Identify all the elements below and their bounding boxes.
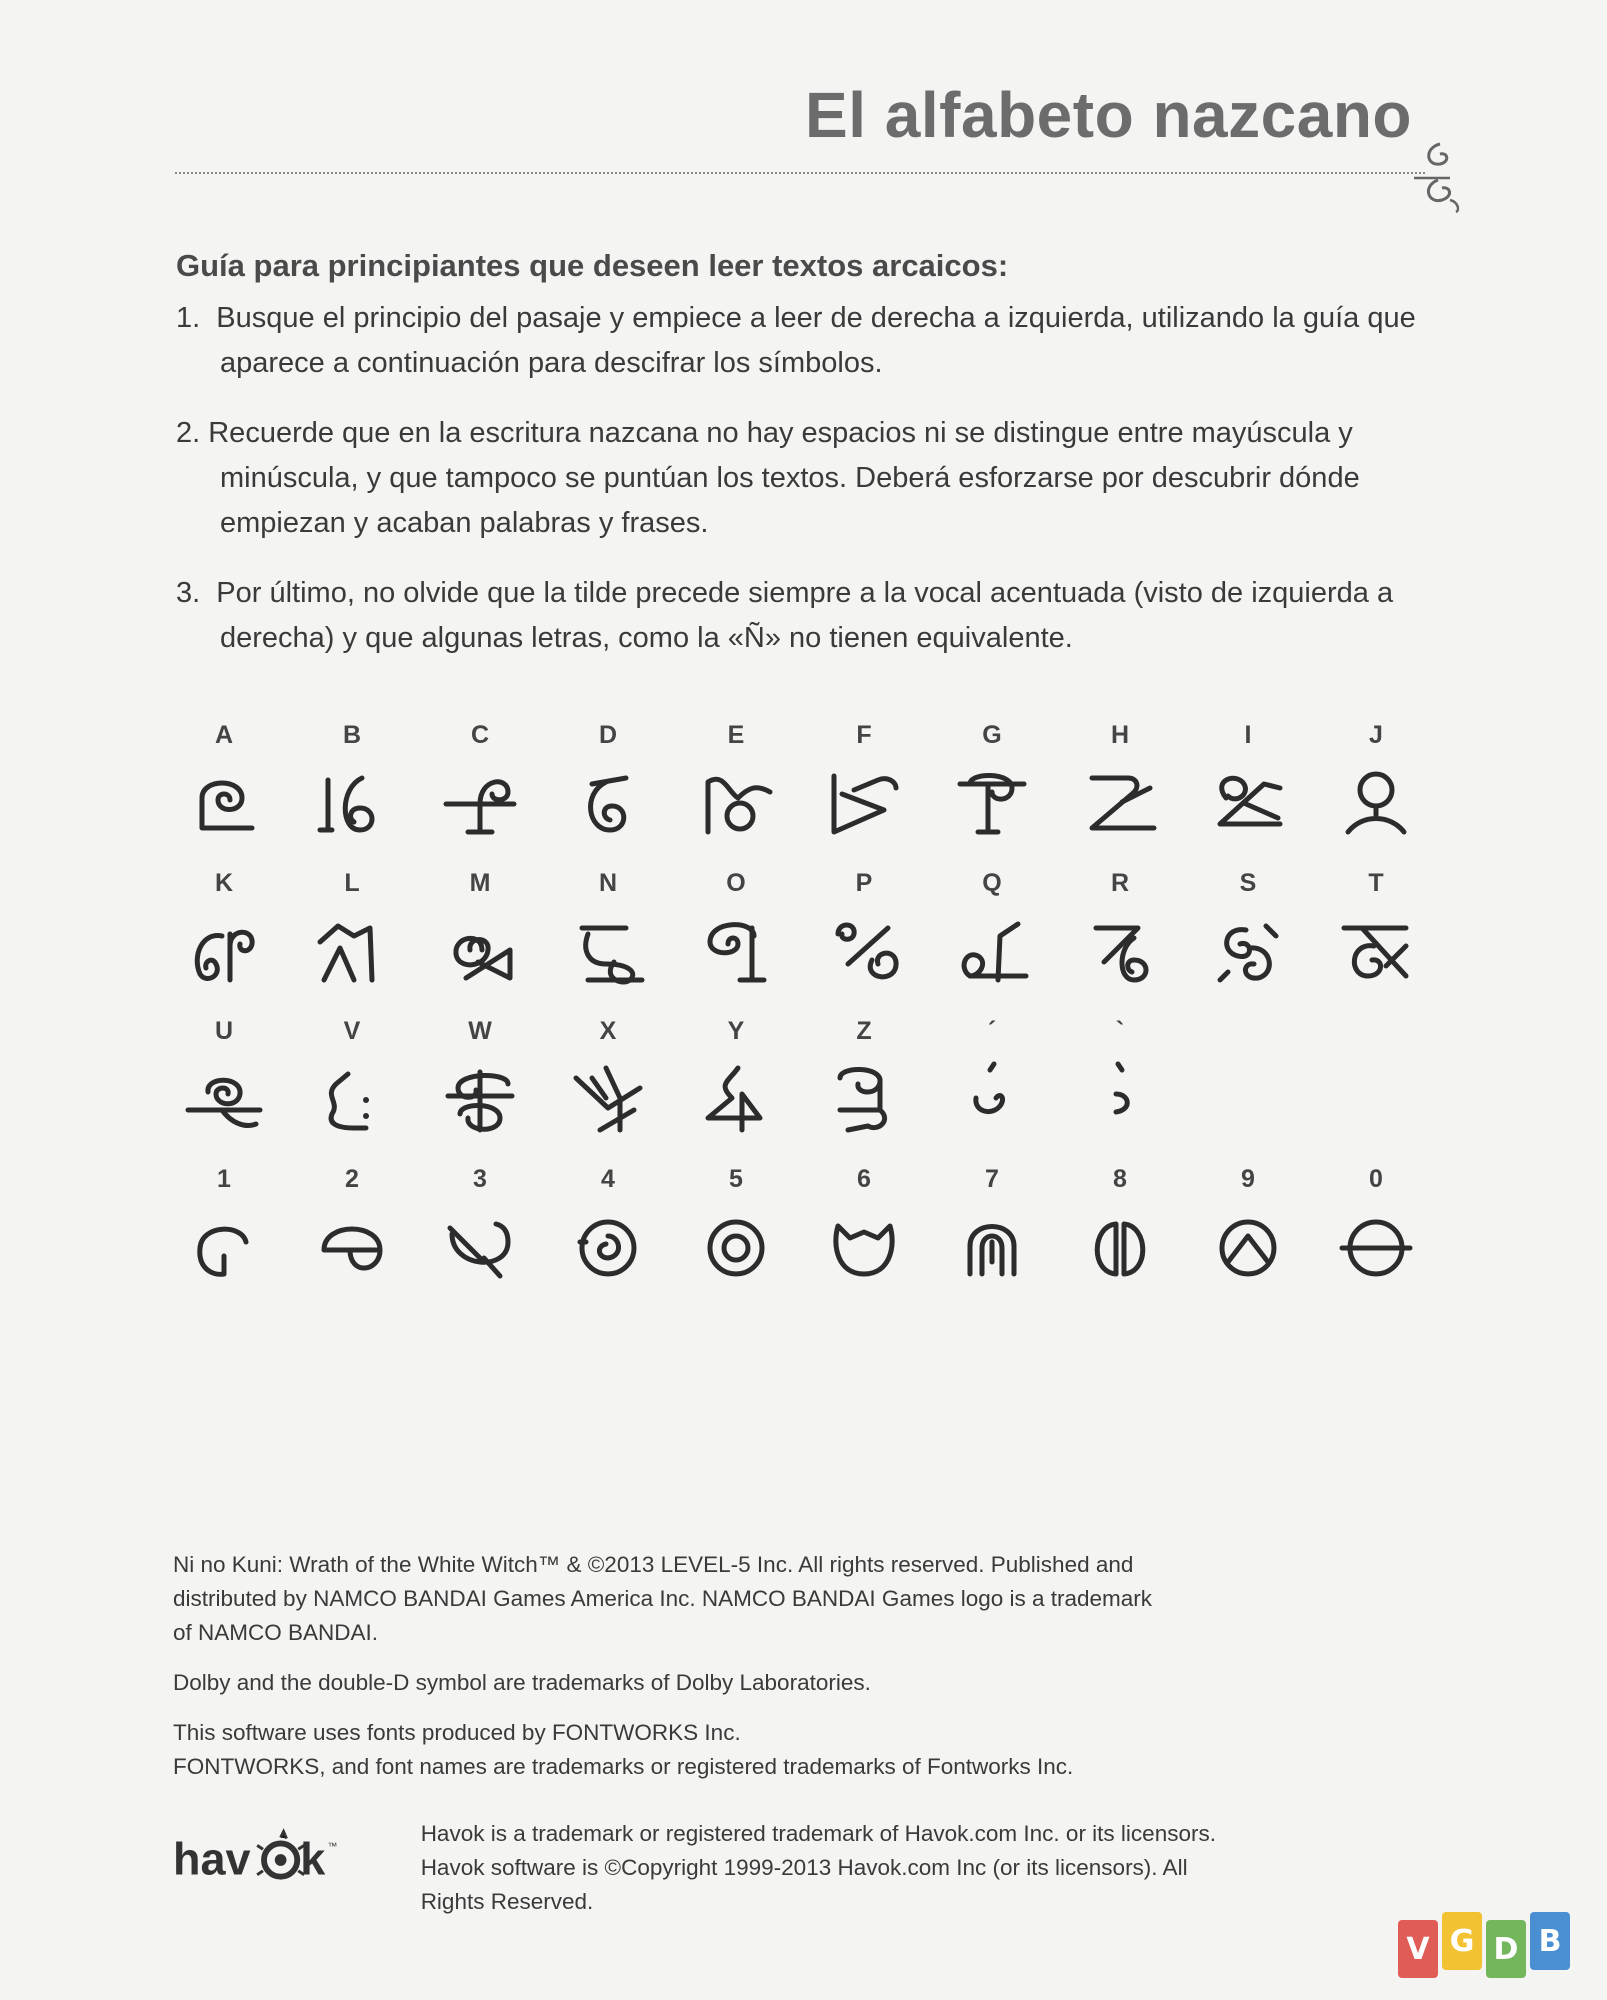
- glyph-label: Q: [982, 869, 1002, 897]
- nazcan-glyph-icon: [694, 1048, 778, 1144]
- nazcan-glyph-icon: [950, 752, 1034, 848]
- glyph-label: ´: [987, 1017, 997, 1045]
- glyph-label: R: [1110, 869, 1130, 897]
- nazcan-glyph-icon: [182, 900, 266, 996]
- nazcan-glyph-icon: [566, 900, 650, 996]
- glyph-cell: [1056, 1162, 1184, 1310]
- nazcan-alphabet-table: [160, 718, 1460, 1310]
- nazcan-glyph-icon: [1334, 752, 1418, 848]
- nazcan-glyph-icon: [438, 1196, 522, 1292]
- glyph-cell: [544, 1014, 672, 1162]
- glyph-label: 9: [1241, 1165, 1255, 1193]
- nazcan-glyph-icon: [566, 752, 650, 848]
- glyph-label: I: [1244, 721, 1252, 749]
- title-divider: [175, 172, 1425, 174]
- glyph-cell: [544, 718, 672, 866]
- nazcan-glyph-icon: [950, 900, 1034, 996]
- glyph-cell: [160, 1014, 288, 1162]
- nazcan-glyph-icon: [182, 1196, 266, 1292]
- nazcan-glyph-icon: [1334, 900, 1418, 996]
- nazcan-glyph-icon: [1206, 1196, 1290, 1292]
- vgdb-watermark: [1398, 1912, 1574, 1978]
- glyph-cell: [1184, 1162, 1312, 1310]
- nazcan-glyph-icon: [566, 1048, 650, 1144]
- nazcan-glyph-icon: [1334, 1196, 1418, 1292]
- glyph-label: O: [726, 869, 746, 897]
- glyph-label: V: [343, 1017, 361, 1045]
- legal-notice-ninokuni: Ni no Kuni: Wrath of the White Witch™ & ©2013 LEVEL-5 Inc. All rights reserved. Published and distributed by NAMCO BANDAI Games America Inc. NAMCO BANDAI Games logo is a trademark of NAMCO BANDAI.: [173, 1552, 1153, 1645]
- glyph-row: [160, 866, 1460, 1014]
- glyph-label: S: [1239, 869, 1257, 897]
- flourish-ornament-icon: [1410, 140, 1466, 214]
- glyph-cell: [928, 866, 1056, 1014]
- glyph-cell: [672, 866, 800, 1014]
- nazcan-glyph-icon: [182, 752, 266, 848]
- glyph-label: P: [855, 869, 873, 897]
- havok-legal-text: Havok is a trademark or registered trademark of Havok.com Inc. or its licensors. Havok software is ©Copyright 1999-2013 Havok.com Inc (or its licensors). All Rights Reserved.: [420, 1821, 1216, 1914]
- nazcan-glyph-icon: [310, 1048, 394, 1144]
- nazcan-glyph-icon: [822, 1196, 906, 1292]
- svg-text:™: ™: [327, 1841, 338, 1853]
- glyph-label: B: [342, 721, 362, 749]
- glyph-cell: [672, 718, 800, 866]
- nazcan-glyph-icon: [1078, 900, 1162, 996]
- instruction-item: 3. Por último, no olvide que la tilde precede siempre a la vocal acentuada (visto de izquierda a derecha) y que algunas letras, como la «Ñ» no tienen equivalente.: [176, 577, 1394, 654]
- glyph-label: 1: [217, 1165, 231, 1193]
- glyph-label: T: [1368, 869, 1384, 897]
- instruction-item: 2. Recuerde que en la escritura nazcana no hay espacios ni se distingue entre mayúscula y minúscula, y que tampoco se puntúan los textos. Deberá esforzarse por descubrir dónde empiezan y acaban palabras y frases.: [176, 417, 1360, 539]
- nazcan-glyph-icon: [822, 752, 906, 848]
- glyph-cell: [672, 1162, 800, 1310]
- glyph-cell: [1056, 1014, 1184, 1162]
- glyph-cell: [800, 1014, 928, 1162]
- nazcan-glyph-icon: [1078, 752, 1162, 848]
- nazcan-glyph-icon: [1206, 900, 1290, 996]
- glyph-cell: [1056, 718, 1184, 866]
- nazcan-glyph-icon: [1078, 1196, 1162, 1292]
- nazcan-glyph-icon: [182, 1048, 266, 1144]
- glyph-cell: [1184, 866, 1312, 1014]
- nazcan-glyph-icon: [310, 752, 394, 848]
- glyph-cell: [416, 1014, 544, 1162]
- glyph-label: 7: [985, 1165, 999, 1193]
- glyph-cell: [160, 1162, 288, 1310]
- glyph-cell: [1312, 1162, 1440, 1310]
- nazcan-glyph-icon: [566, 1196, 650, 1292]
- svg-text:k: k: [300, 1833, 326, 1885]
- glyph-label: U: [214, 1017, 234, 1045]
- nazcan-glyph-icon: [1206, 752, 1290, 848]
- glyph-label: 4: [601, 1165, 615, 1193]
- glyph-label: L: [344, 869, 360, 897]
- glyph-cell: [800, 1162, 928, 1310]
- glyph-label: D: [598, 721, 618, 749]
- glyph-label: M: [469, 869, 491, 897]
- glyph-cell: [288, 1162, 416, 1310]
- nazcan-glyph-icon: [438, 752, 522, 848]
- glyph-label: A: [214, 721, 234, 749]
- nazcan-glyph-icon: [694, 1196, 778, 1292]
- glyph-label: N: [598, 869, 618, 897]
- nazcan-glyph-icon: [438, 900, 522, 996]
- legal-notice-dolby: Dolby and the double-D symbol are trademarks of Dolby Laboratories.: [173, 1670, 871, 1695]
- glyph-label: `: [1115, 1017, 1125, 1045]
- watermark-tile: B: [1530, 1912, 1570, 1970]
- glyph-cell: [160, 718, 288, 866]
- glyph-label: F: [856, 721, 872, 749]
- nazcan-glyph-icon: [694, 752, 778, 848]
- nazcan-glyph-icon: [950, 1048, 1034, 1144]
- watermark-tile: D: [1486, 1920, 1526, 1978]
- glyph-label: Y: [727, 1017, 745, 1045]
- watermark-tile: V: [1398, 1920, 1438, 1978]
- page-title: El alfabeto nazcano: [805, 79, 1412, 151]
- glyph-cell: [544, 1162, 672, 1310]
- nazcan-glyph-icon: [310, 900, 394, 996]
- glyph-row: [160, 718, 1460, 866]
- havok-logo: [173, 1827, 369, 1897]
- glyph-label: 3: [473, 1165, 487, 1193]
- glyph-label: J: [1369, 721, 1383, 749]
- glyph-label: H: [1110, 721, 1130, 749]
- nazcan-glyph-icon: [822, 1048, 906, 1144]
- glyph-cell: [544, 866, 672, 1014]
- nazcan-glyph-icon: [694, 900, 778, 996]
- glyph-row: [160, 1162, 1460, 1310]
- glyph-label: G: [982, 721, 1002, 749]
- glyph-label: 2: [345, 1165, 359, 1193]
- glyph-label: 5: [729, 1165, 743, 1193]
- glyph-label: E: [727, 721, 745, 749]
- glyph-cell: [416, 1162, 544, 1310]
- glyph-cell: [800, 866, 928, 1014]
- glyph-cell: [1312, 718, 1440, 866]
- glyph-cell: [1184, 718, 1312, 866]
- glyph-cell: [288, 866, 416, 1014]
- glyph-cell: [160, 866, 288, 1014]
- instruction-item: 1. Busque el principio del pasaje y empiece a leer de derecha a izquierda, utilizando la guía que aparece a continuación para descifrar los símbolos.: [176, 302, 1416, 379]
- glyph-cell: [928, 1162, 1056, 1310]
- glyph-cell: [928, 718, 1056, 866]
- glyph-label: 8: [1113, 1165, 1127, 1193]
- glyph-cell: [800, 718, 928, 866]
- glyph-label: X: [599, 1017, 617, 1045]
- havok-notice: [173, 1817, 1223, 1919]
- legal-notice-fontworks: This software uses fonts produced by FONTWORKS Inc. FONTWORKS, and font names are trademarks or registered trademarks of Fontworks Inc.: [173, 1720, 1074, 1779]
- glyph-label: 6: [857, 1165, 871, 1193]
- glyph-cell: [288, 1014, 416, 1162]
- nazcan-glyph-icon: [438, 1048, 522, 1144]
- watermark-tile: G: [1442, 1912, 1482, 1970]
- instruction-list: [176, 296, 1456, 686]
- svg-text:hav: hav: [173, 1833, 251, 1885]
- glyph-cell: [416, 718, 544, 866]
- nazcan-glyph-icon: [950, 1196, 1034, 1292]
- nazcan-glyph-icon: [1078, 1048, 1162, 1144]
- glyph-label: Z: [856, 1017, 872, 1045]
- glyph-cell: [1056, 866, 1184, 1014]
- glyph-cell: [416, 866, 544, 1014]
- guide-heading: Guía para principiantes que deseen leer textos arcaicos:: [176, 248, 1009, 283]
- glyph-label: W: [468, 1017, 492, 1045]
- legal-footer: [173, 1548, 1173, 1800]
- glyph-cell: [288, 718, 416, 866]
- glyph-cell: [1312, 866, 1440, 1014]
- glyph-label: C: [470, 721, 490, 749]
- nazcan-glyph-icon: [822, 900, 906, 996]
- glyph-cell: [672, 1014, 800, 1162]
- glyph-cell: [928, 1014, 1056, 1162]
- glyph-label: 0: [1369, 1165, 1383, 1193]
- glyph-label: K: [214, 869, 234, 897]
- nazcan-glyph-icon: [310, 1196, 394, 1292]
- glyph-row: [160, 1014, 1460, 1162]
